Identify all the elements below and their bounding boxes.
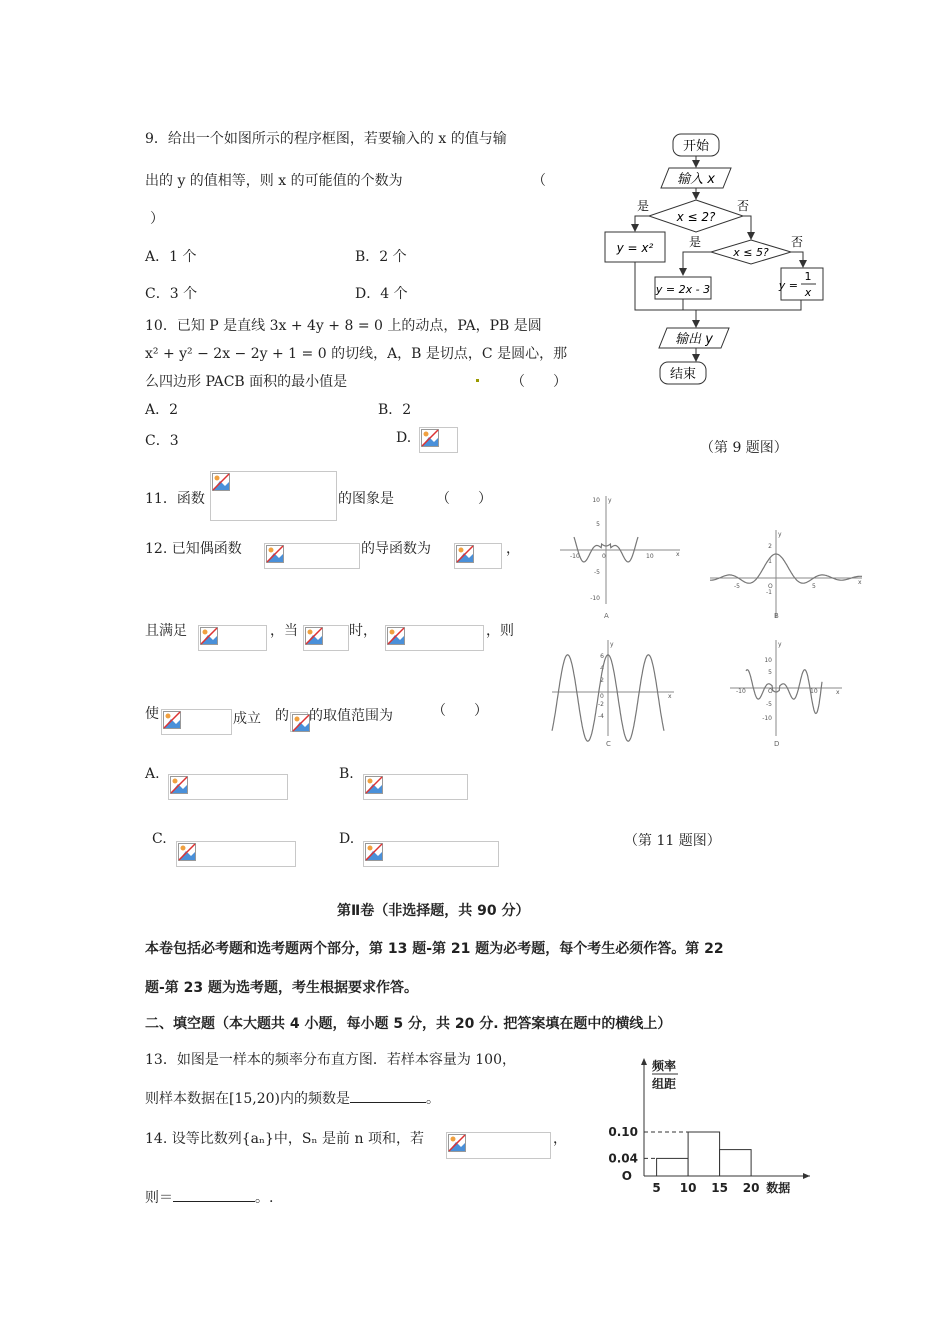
q14-line2 <box>145 1187 273 1207</box>
q12-paren: （ ） <box>432 703 488 719</box>
graph-d <box>726 636 846 748</box>
graph-c-ytick: 4 <box>600 665 604 672</box>
graph-b-ytick: -1 <box>766 589 772 596</box>
broken-image-q12-d <box>363 841 499 867</box>
graph-d-x-axis: x <box>836 689 840 696</box>
graph-b-curve <box>710 554 862 583</box>
q12-comma: ， <box>506 541 520 557</box>
broken-image-q12-ineq <box>161 709 232 735</box>
flow-no2-label: 否 <box>791 235 804 249</box>
flow-box-right-den: x <box>804 286 812 299</box>
broken-image-icon <box>178 843 196 861</box>
q12-option-c: C. <box>152 831 167 847</box>
histogram-origin-label: O <box>621 1169 632 1183</box>
graph-d-y-axis: y <box>778 641 782 648</box>
flow-no1-label: 否 <box>737 199 750 213</box>
q9-option-c: C．3 个 <box>145 286 198 302</box>
q9-paren-close: ） <box>150 211 164 227</box>
flow-cond2-label: x ≤ 5? <box>733 246 769 259</box>
broken-image-icon <box>212 473 230 491</box>
q12-line3-c: 的 <box>275 708 289 724</box>
graph-c-ytick: -2 <box>598 701 604 708</box>
q14-prefix: 14. 设等比数列{aₙ}中，Sₙ 是前 n 项和，若 <box>145 1131 424 1147</box>
q13-line2 <box>145 1088 440 1108</box>
graph-a-ytick: 10 <box>592 497 600 504</box>
histogram-xlabel: 数据 <box>766 1181 791 1194</box>
flow-cond1-label: x ≤ 2? <box>676 210 716 224</box>
flow-box-right-num: 1 <box>804 270 812 283</box>
graph-b-xtick: 5 <box>812 583 816 590</box>
histogram-bar <box>657 1158 689 1176</box>
graph-c-xtick: 0 <box>600 693 604 700</box>
broken-image-q12-a <box>168 774 288 800</box>
graph-a <box>552 492 687 622</box>
histogram-bar <box>720 1150 752 1176</box>
graph-b-label: B <box>774 612 779 620</box>
q13-line1: 13．如图是一样本的频率分布直方图．若样本容量为 100， <box>145 1052 516 1068</box>
flow-end-label: 结束 <box>669 367 697 382</box>
flow-box-mid-label: y = 2x - 3 <box>655 283 711 296</box>
q9-paren-open: （ <box>532 173 546 189</box>
broken-image-q12-cond1 <box>198 625 267 651</box>
histogram-bar <box>688 1132 720 1176</box>
histogram-xtick-label: 10 <box>679 1181 697 1194</box>
graph-a-xtick: 0 <box>602 553 606 560</box>
broken-image-q12-cond3 <box>385 625 484 651</box>
graph-b-y-axis: y <box>778 531 782 538</box>
graph-d-curve <box>746 670 822 714</box>
histogram-ytick-label: 0.10 <box>608 1125 638 1139</box>
broken-image-icon <box>163 711 181 729</box>
graph-a-ytick: -5 <box>594 569 600 576</box>
flow-output-label: 输出 y <box>675 332 713 347</box>
graph-c-x-axis: x <box>668 693 672 700</box>
q12-line2-a: 且满足 <box>145 623 187 639</box>
histogram-y-arrow <box>641 1058 647 1065</box>
graph-a-ytick: 5 <box>596 521 600 528</box>
flow-start-label: 开始 <box>682 139 710 154</box>
graph-b-xtick: -5 <box>734 583 740 590</box>
q10-option-d: D. <box>396 430 412 446</box>
q12-option-b: B. <box>339 766 354 782</box>
histogram-ytick-label: 0.04 <box>608 1151 638 1166</box>
q10-option-c: C．3 <box>145 433 179 449</box>
q9-option-b: B．2 个 <box>355 249 407 265</box>
histogram-xtick-label: 5 <box>652 1181 661 1194</box>
q11-prefix: 11．函数 <box>145 491 205 507</box>
stray-dot <box>476 379 479 382</box>
q12-mid: 的导函数为 <box>361 541 431 557</box>
q10-line3: 么四边形 PACB 面积的最小值是 <box>145 374 348 390</box>
q9-flowchart <box>595 128 845 390</box>
graph-c-ytick: 2 <box>600 677 604 684</box>
part2-title: 第Ⅱ卷（非选择题，共 90 分） <box>337 903 530 919</box>
q9-caption: （第 9 题图） <box>700 440 788 456</box>
q12-line3-a: 使 <box>145 706 159 722</box>
q12-line2-c: 时， <box>349 623 377 639</box>
broken-image-q10-d <box>419 427 458 453</box>
flow-box-right-prefix: y = <box>778 279 798 292</box>
graph-d-ytick: 10 <box>764 657 772 664</box>
broken-image-icon <box>266 545 284 563</box>
q9-option-a: A．1 个 <box>145 249 197 265</box>
q11-paren: （ ） <box>436 491 492 507</box>
q13-histogram <box>600 1052 816 1194</box>
graph-a-y-axis: y <box>608 497 612 504</box>
histogram-x-arrow <box>803 1173 810 1179</box>
broken-image-q12-cond2 <box>303 625 349 651</box>
section-fill-in-title: 二、填空题（本大题共 4 小题，每小题 5 分，共 20 分. 把答案填在题中的横线上） <box>145 1016 672 1032</box>
q12-line2-d: ，则 <box>486 623 514 639</box>
graph-c-y-axis: y <box>610 641 614 648</box>
q14-line2-text: 则＝ <box>145 1190 173 1206</box>
flow-yes1-label: 是 <box>637 199 650 213</box>
graph-d-xtick: O <box>768 688 773 695</box>
graph-a-label: A <box>604 612 609 620</box>
q14-comma: ， <box>553 1131 567 1147</box>
q9-line1: 9．给出一个如图所示的程序框图，若要输入的 x 的值与输 <box>145 131 507 147</box>
q10-line2: x² + y² − 2x − 2y + 1 = 0 的切线，A，B 是切点，C 是圆心，那 <box>145 346 568 362</box>
broken-image-icon <box>365 776 383 794</box>
graph-d-xtick: 10 <box>810 688 818 695</box>
graph-a-xtick: -10 <box>570 553 580 560</box>
part2-desc-line2: 题-第 23 题为选考题，考生根据要求作答。 <box>145 980 419 996</box>
q12-option-a: A. <box>145 766 160 782</box>
graph-c-ytick: -4 <box>598 713 604 720</box>
q14-answer-blank[interactable] <box>173 1187 255 1202</box>
q9-line2: 出的 y 的值相等，则 x 的可能值的个数为 <box>145 173 403 189</box>
broken-image-q12-b <box>363 774 468 800</box>
q13-line2-end: 。 <box>426 1091 441 1107</box>
graph-b-ytick: 2 <box>768 543 772 550</box>
q13-line2-text: 则样本数据在[15,20)内的频数是 <box>145 1091 351 1107</box>
broken-image-q12-x <box>290 712 308 732</box>
graph-b-x-axis: x <box>858 579 862 586</box>
graph-b <box>706 526 866 622</box>
q14-line2-end: 。. <box>255 1190 274 1206</box>
broken-image-icon <box>421 429 439 447</box>
histogram-xtick-label: 20 <box>742 1181 760 1194</box>
q11-caption: （第 11 题图） <box>624 833 721 849</box>
q12-line3-b: 成立 <box>233 711 261 727</box>
q10-paren: （ ） <box>511 374 567 390</box>
q10-option-a: A．2 <box>145 402 179 418</box>
q12-option-d: D. <box>339 831 355 847</box>
broken-image-q12-c <box>176 841 296 867</box>
graph-d-label: D <box>774 740 780 748</box>
graph-b-ytick: 1 <box>768 558 772 565</box>
broken-image-icon <box>170 776 188 794</box>
q12-line2-b: ，当 <box>270 623 298 639</box>
graph-c-ytick: 6 <box>600 653 604 660</box>
graph-d-ytick: 5 <box>768 669 772 676</box>
flow-input-label: 输入 x <box>677 172 715 187</box>
graph-a-ytick: -10 <box>590 595 600 602</box>
histogram-ylabel-bottom: 组距 <box>652 1077 677 1091</box>
histogram-xtick-label: 15 <box>711 1181 728 1194</box>
q10-option-b: B．2 <box>378 402 412 418</box>
graph-d-ytick: -10 <box>762 715 772 722</box>
broken-image-icon <box>365 843 383 861</box>
broken-image-icon <box>292 714 310 732</box>
histogram-ylabel-top: 频率 <box>652 1059 677 1073</box>
graph-d-ytick: -5 <box>766 701 772 708</box>
graph-a-x-axis: x <box>676 551 680 558</box>
broken-image-q12-fx <box>264 543 360 569</box>
q13-answer-blank[interactable] <box>350 1088 426 1103</box>
q9-option-d: D．4 个 <box>355 286 408 302</box>
graph-c <box>548 636 678 748</box>
graph-c-label: C <box>606 740 611 748</box>
broken-image-icon <box>456 545 474 563</box>
graph-a-xtick: 10 <box>646 553 654 560</box>
q12-prefix: 12. 已知偶函数 <box>145 541 242 557</box>
flow-box-left-label: y = x² <box>616 241 654 255</box>
flow-yes2-label: 是 <box>689 235 702 249</box>
broken-image-icon <box>200 627 218 645</box>
broken-image-q14 <box>446 1132 551 1159</box>
graph-d-xtick: -10 <box>736 688 746 695</box>
q12-line3-d: 的取值范围为 <box>309 708 393 724</box>
q10-line1: 10．已知 P 是直线 3x + 4y + 8 = 0 上的动点，PA，PB 是圆 <box>145 318 542 334</box>
part2-desc-line1: 本卷包括必考题和选考题两个部分，第 13 题-第 21 题为必考题，每个考生必须作答。第 22 <box>145 941 724 957</box>
broken-image-q11-func <box>210 471 337 521</box>
q11-suffix: 的图象是 <box>338 491 394 507</box>
broken-image-icon <box>305 627 323 645</box>
broken-image-q12-derivative <box>454 543 502 569</box>
graph-b-xtick: O <box>768 583 773 590</box>
broken-image-icon <box>448 1134 466 1152</box>
broken-image-icon <box>387 627 405 645</box>
